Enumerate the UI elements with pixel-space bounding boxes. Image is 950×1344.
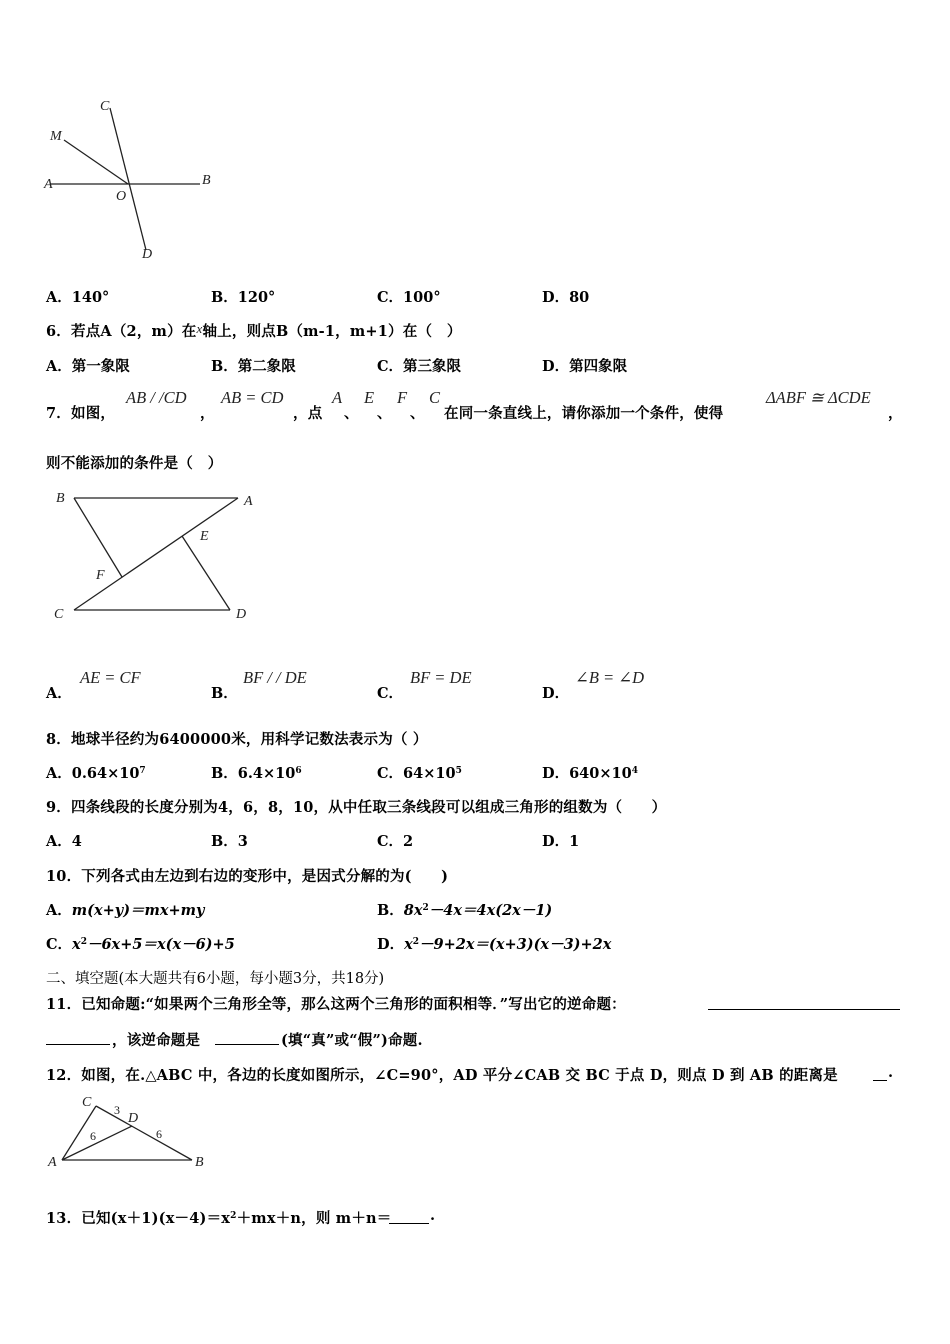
q7-math-parallel: AB / /CD [126,388,187,407]
q7-middle-text: 在同一条直线上，请你添加一个条件，使得 [444,405,724,422]
q5-option-c[interactable]: C．100° [377,289,441,306]
q7-option-a-math[interactable]: AE = CF [80,668,141,687]
q5-option-a[interactable]: A．140° [46,289,110,306]
right-triangle-figure [40,1092,215,1172]
label-c: C [54,607,64,622]
q8-option-a[interactable]: A．$0.64\times 10^7$ [46,765,146,782]
angle-figure [40,92,230,270]
q10-option-a[interactable]: A．m(x+y)＝mx+my [46,902,205,919]
label-c: C [100,99,110,114]
q7-option-b-math[interactable]: BF / / DE [243,668,307,687]
q5-option-b[interactable]: B．120° [211,289,276,306]
q7-option-c-math[interactable]: BF = DE [410,668,472,687]
q11-blank-2[interactable] [215,1043,279,1045]
label-a: A [44,177,53,192]
q8-option-c[interactable]: C．$64\times 10^5$ [377,765,462,782]
q7-sep-2: 、 [377,405,392,422]
q7-option-c-letter[interactable]: C． [377,685,404,702]
q10-option-b[interactable]: B．$8x^2-4x=4x(2x-1)$ [377,902,553,919]
label-side-3: 3 [114,1103,120,1117]
q7-point-c: C [429,388,441,407]
q7-line-2: 则不能添加的条件是（ ） [46,455,223,472]
q8-stem: 8．地球半径约为6400000米，用科学记数法表示为（ ） [46,731,428,748]
section-heading: 二、填空题(本大题共有6小题，每小题3分，共18分) [46,971,385,987]
label-f: F [96,568,105,583]
q12-blank[interactable] [873,1079,887,1081]
q10-option-c[interactable]: C．$x^2-6x+5=x(x-6)+5$ [46,936,235,953]
q7-number: 7．如图， [46,405,116,422]
label-side-6-db: 6 [156,1127,162,1141]
q7-math-congruent: ΔABF ≅ ΔCDE [766,388,871,407]
label-a: A [48,1155,57,1170]
line-cb [96,1106,192,1160]
label-d: D [142,247,153,262]
q6-option-b[interactable]: B．第二象限 [211,358,296,375]
line-ac [74,498,238,610]
label-side-6-ac: 6 [90,1129,96,1143]
label-b: B [195,1155,204,1170]
q11-line-2-a: ，该逆命题是 [112,1032,201,1049]
triangles-figure [40,480,270,630]
q10-stem: 10．下列各式由左边到右边的变形中，是因式分解的为( ) [46,868,449,885]
q9-option-b[interactable]: B．3 [211,833,248,850]
q7-comma-3: ， [888,405,903,422]
q5-option-d[interactable]: D．80 [542,289,590,306]
q8-option-d[interactable]: D．$640\times 10^4$ [542,765,638,782]
q7-sep-1: 、 [344,405,359,422]
q7-point-f: F [397,388,408,407]
q7-option-a-letter[interactable]: A． [46,685,72,702]
q7-option-d-letter[interactable]: D． [542,685,570,702]
q9-stem: 9．四条线段的长度分别为4，6，8，10，从中任取三条线段可以组成三角形的组数为（ ） [46,799,667,816]
line-bf [74,498,122,577]
label-b: B [56,491,65,506]
label-o: O [116,189,127,204]
label-b: B [202,173,211,188]
label-m: M [50,129,62,144]
q7-comma-2: ，点 [293,405,323,422]
q11-blank-1[interactable] [708,1008,900,1010]
q7-option-b-letter[interactable]: B． [211,685,238,702]
q13-blank[interactable] [389,1222,429,1224]
q6-stem: 6．若点A（2，m）在x轴上，则点B（m-1，m+1）在（ ） [46,321,462,340]
label-d: D [128,1111,139,1126]
q8-option-b[interactable]: B．$6.4\times 10^6$ [211,765,302,782]
q7-comma-1: ， [200,405,215,422]
q11-blank-1-cont[interactable] [46,1043,110,1045]
q13-stem: 13．已知$(x+1)(x-4)=x^2+mx+n$，则 m＋n＝ [46,1210,392,1227]
q7-option-d-math[interactable]: ∠B = ∠D [575,668,645,687]
q11-line-2-b: (填“真”或“假”)命题. [281,1032,423,1049]
q9-option-d[interactable]: D．1 [542,833,580,850]
q6-option-a[interactable]: A．第一象限 [46,358,130,375]
q12-end: . [888,1064,894,1081]
q11-line-1: 11．已知命题:“如果两个三角形全等，那么这两个三角形的面积相等．”写出它的逆命题： [46,996,626,1013]
line-ed [182,536,230,610]
q7-math-equal: AB = CD [221,388,284,407]
q6-option-d[interactable]: D．第四象限 [542,358,628,375]
q10-option-d[interactable]: D．$x^2-9+2x=(x+3)(x-3)+2x$ [377,936,612,953]
q7-point-e: E [364,388,375,407]
ray-om [64,140,128,184]
q13-end: . [430,1207,436,1224]
q6-option-c[interactable]: C．第三象限 [377,358,462,375]
q9-option-a[interactable]: A．4 [46,833,82,850]
label-e: E [200,529,209,544]
q7-sep-3: 、 [410,405,425,422]
label-a: A [244,494,253,509]
q12-stem: 12．如图，在.△ABC 中，各边的长度如图所示，∠C=90°，AD 平分∠CAB 交 BC 于点 D，则点 D 到 AB 的距离是 [46,1067,838,1084]
line-cd [110,108,146,250]
q9-option-c[interactable]: C．2 [377,833,414,850]
label-c: C [82,1095,92,1110]
q7-point-a: A [332,388,343,407]
label-d: D [236,607,247,622]
